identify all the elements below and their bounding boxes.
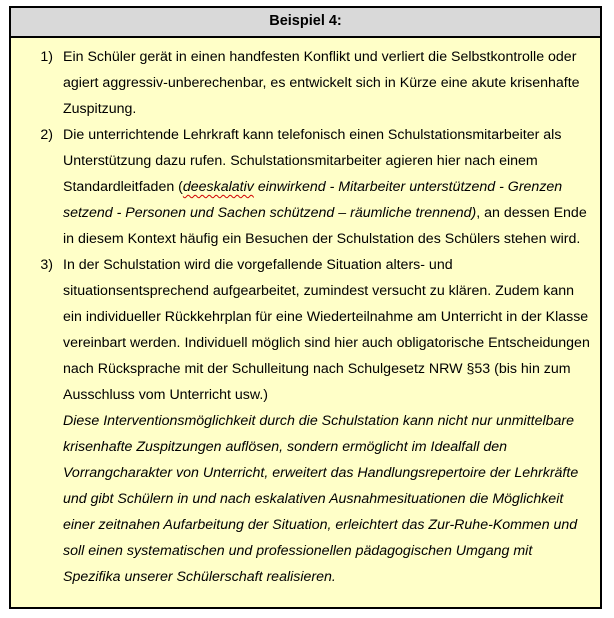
item-number: 1) bbox=[40, 49, 53, 65]
item-text bbox=[63, 122, 592, 252]
example-box bbox=[9, 6, 602, 609]
list-item-2 bbox=[11, 122, 592, 252]
item-number: 3) bbox=[40, 257, 53, 273]
item-text-after: , an dessen Ende in diesem Kontext häufig ein Besuchen der Schulstation des Schülers stehen wird. bbox=[63, 205, 587, 247]
closing-note: Diese Interventionsmöglichkeit durch die Schulstation kann nicht nur unmittelbare krisenhafte Zuspitzungen auflösen, sondern ermöglicht im Idealfall den Vorrangcharakter von Unterricht, erweitert das Handlungsrepertoire der Lehrkräfte und gibt Schülern in und nach eskalativen Ausnahmesituationen die Möglichkeit einer zeitnahen Aufarbeitung der Situation, erleichtert das Zur-Ruhe-Kommen und soll einen systematischen und professionellen pädagogischen Umgang mit Spezifika unserer Schülerschaft realisieren. bbox=[63, 413, 579, 585]
item-italic-text: einwirkend - Mitarbeiter unterstützend - Grenzen setzend - Personen und Sachen schützend – räumliche trennend) bbox=[63, 179, 563, 221]
item-text: In der Schulstation wird die vorgefallende Situation alters- und situationsentsprechend aufgearbeitet, zumindest versucht zu klären. Zudem kann ein individueller Rückkehrplan für eine Wiederteilnahme am Unterricht in der Klasse vereinbart werden. Individuell möglich sind hier auch obligatorische Entscheidungen nach Rücksprache mit der Schulleitung nach Schulgesetz NRW §53 (bis hin zum Ausschluss vom Unterricht usw.) bbox=[63, 257, 590, 403]
box-header bbox=[11, 8, 600, 38]
item-number: 2) bbox=[40, 127, 53, 143]
box-title: Beispiel 4: bbox=[269, 13, 342, 29]
item-text-before: Die unterrichtende Lehrkraft kann telefonisch einen Schulstationsmitarbeiter als Unterstützung dazu rufen. Schulstationsmitarbeiter agieren hier nach einem Standardleitfaden ( bbox=[63, 127, 562, 195]
item-text: Ein Schüler gerät in einen handfesten Konflikt und verliert die Selbstkontrolle oder agiert aggressiv-unberechenbar, es entwickelt sich in Kürze eine akute krisenhafte Zuspitzung. bbox=[63, 49, 580, 117]
box-content bbox=[11, 38, 600, 590]
spellcheck-word: deeskalativ bbox=[182, 179, 254, 195]
list-item-3 bbox=[11, 252, 592, 408]
list-item-1 bbox=[11, 44, 592, 122]
